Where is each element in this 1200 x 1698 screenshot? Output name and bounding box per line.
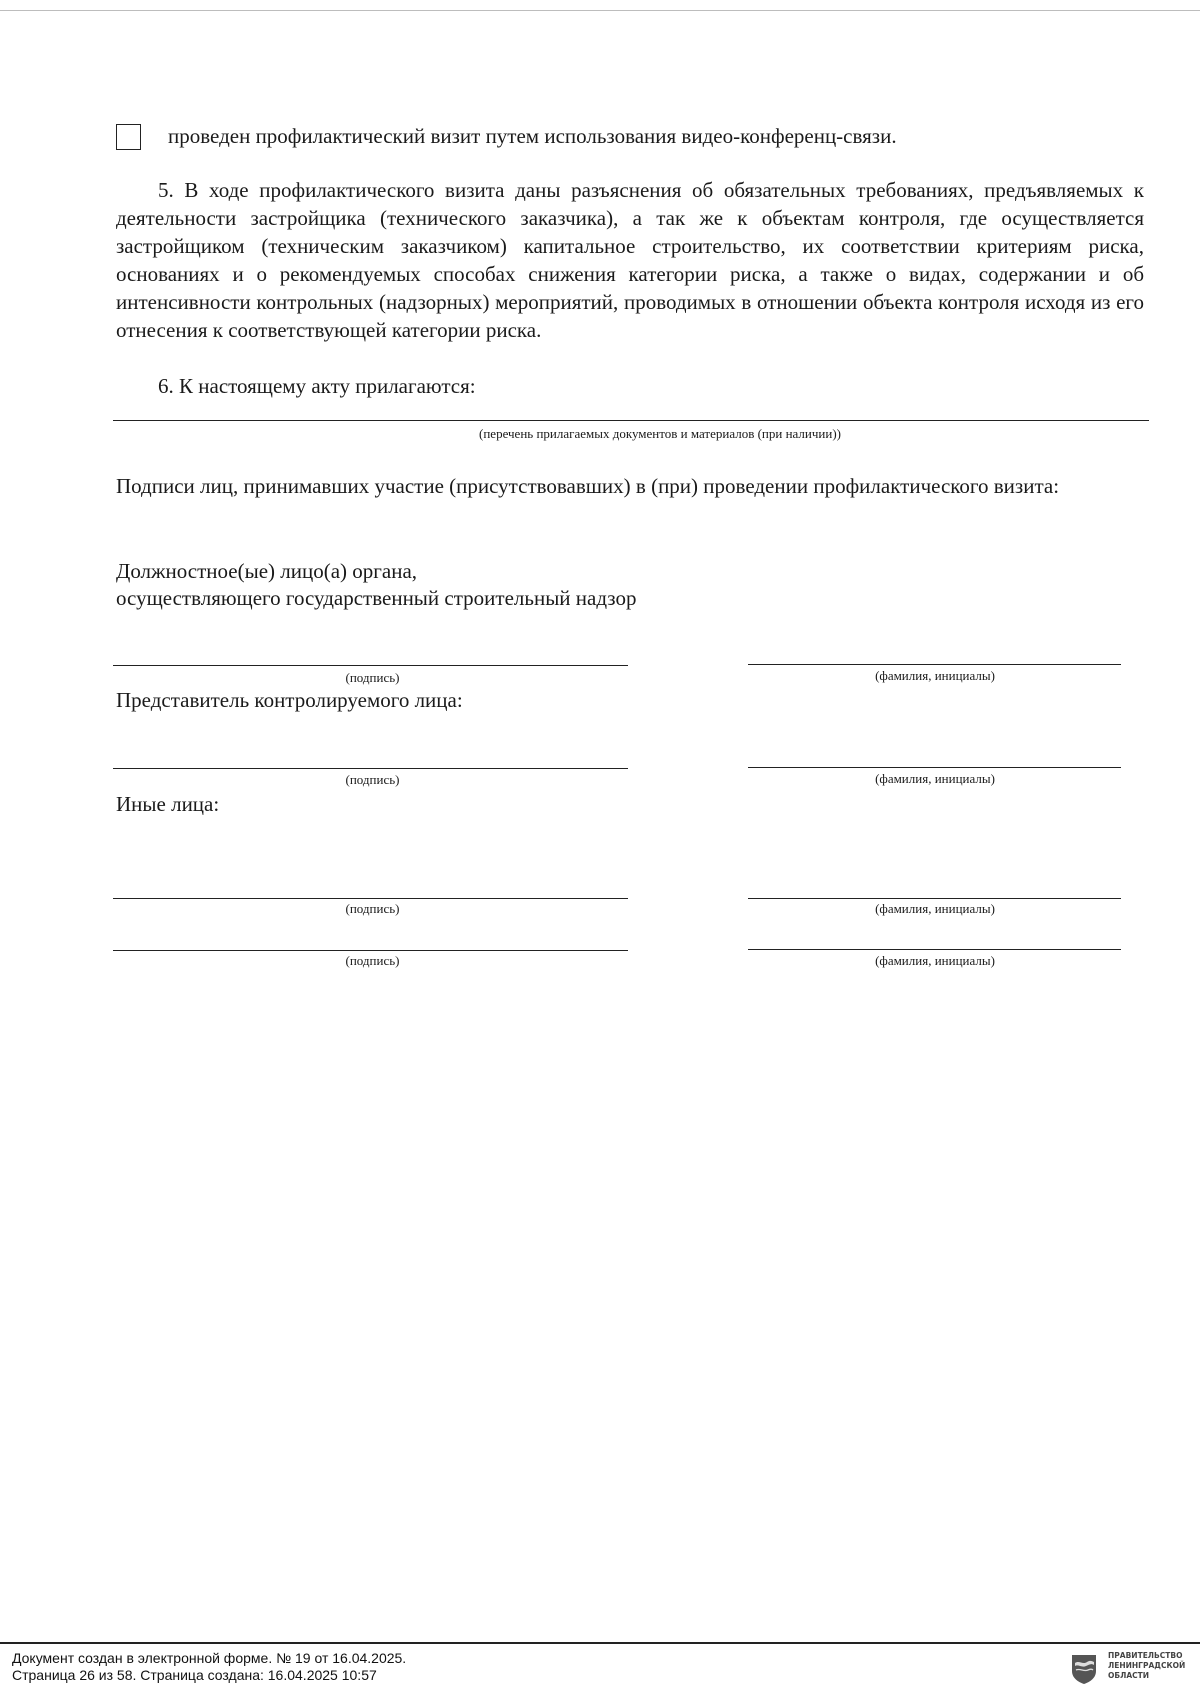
representative-signature-caption: (подпись): [345, 772, 400, 787]
representative-name-line[interactable]: [748, 767, 1121, 768]
item-6-paragraph: 6. К настоящему акту прилагаются:: [158, 374, 476, 398]
representative-signature-line[interactable]: [113, 768, 628, 769]
signatures-heading: Подписи лиц, принимавших участие (присутствовавших) в (при) проведении профилактического визита:: [116, 474, 1060, 498]
footer-page-info: Страница 26 из 58. Страница создана: 16.04.2025 10:57: [12, 1667, 377, 1683]
vks-checkbox[interactable]: [116, 124, 141, 150]
footer-document-info: Документ создан в электронной форме. № 19 от 16.04.2025.: [12, 1650, 407, 1666]
coat-of-arms-icon: [1070, 1653, 1098, 1685]
footer-divider: [0, 1642, 1200, 1644]
representative-label: Представитель контролируемого лица:: [116, 688, 463, 712]
official-label-line2: осуществляющего государственный строительный надзор: [116, 586, 637, 610]
government-logo-text: [1108, 1651, 1185, 1681]
other-1-name-line[interactable]: [748, 898, 1121, 899]
logo-text-line: ЛЕНИНГРАДСКОЙ: [1108, 1661, 1186, 1670]
other-1-name-caption: (фамилия, инициалы): [875, 901, 995, 916]
other-2-signature-caption: (подпись): [345, 953, 400, 968]
other-1-signature-caption: (подпись): [345, 901, 400, 916]
other-1-signature-line[interactable]: [113, 898, 628, 899]
official-name-caption: (фамилия, инициалы): [875, 668, 995, 683]
logo-text-line: ОБЛАСТИ: [1108, 1671, 1150, 1680]
official-signature-line[interactable]: [113, 665, 628, 666]
others-label: Иные лица:: [116, 792, 220, 816]
other-2-signature-line[interactable]: [113, 950, 628, 951]
other-2-name-caption: (фамилия, инициалы): [875, 953, 995, 968]
item-5-paragraph: 5. В ходе профилактического визита даны разъяснения об обязательных требованиях, предъявляемых к деятельности застройщика (технического заказчика), а так же к объектам контроля, где осуществляется застройщиком (техническим заказчиком) капитальное строительство, их соответствии критериям риска, основаниях и о рекомендуемых способах снижения категории риска, а также о видах, содержании и об интенсивности контрольных (надзорных) мероприятий, проводимых в отношении объекта контроля исходя из его отнесения к соответствующей категории риска.: [116, 178, 1144, 342]
official-signature-caption: (подпись): [345, 670, 400, 685]
attachments-line[interactable]: [113, 420, 1149, 421]
logo-text-line: ПРАВИТЕЛЬСТВО: [1108, 1651, 1183, 1660]
official-label-line1: Должностное(ые) лицо(а) органа,: [116, 559, 418, 583]
government-logo: [1070, 1651, 1190, 1691]
vks-visit-option[interactable]: [116, 122, 1146, 158]
official-name-line[interactable]: [748, 664, 1121, 665]
vks-checkbox-label: проведен профилактический визит путем использования видео-конференц-связи.: [168, 124, 897, 148]
attachments-caption: (перечень прилагаемых документов и материалов (при наличии)): [479, 426, 841, 441]
representative-name-caption: (фамилия, инициалы): [875, 771, 995, 786]
page-top-border: [0, 10, 1200, 11]
other-2-name-line[interactable]: [748, 949, 1121, 950]
